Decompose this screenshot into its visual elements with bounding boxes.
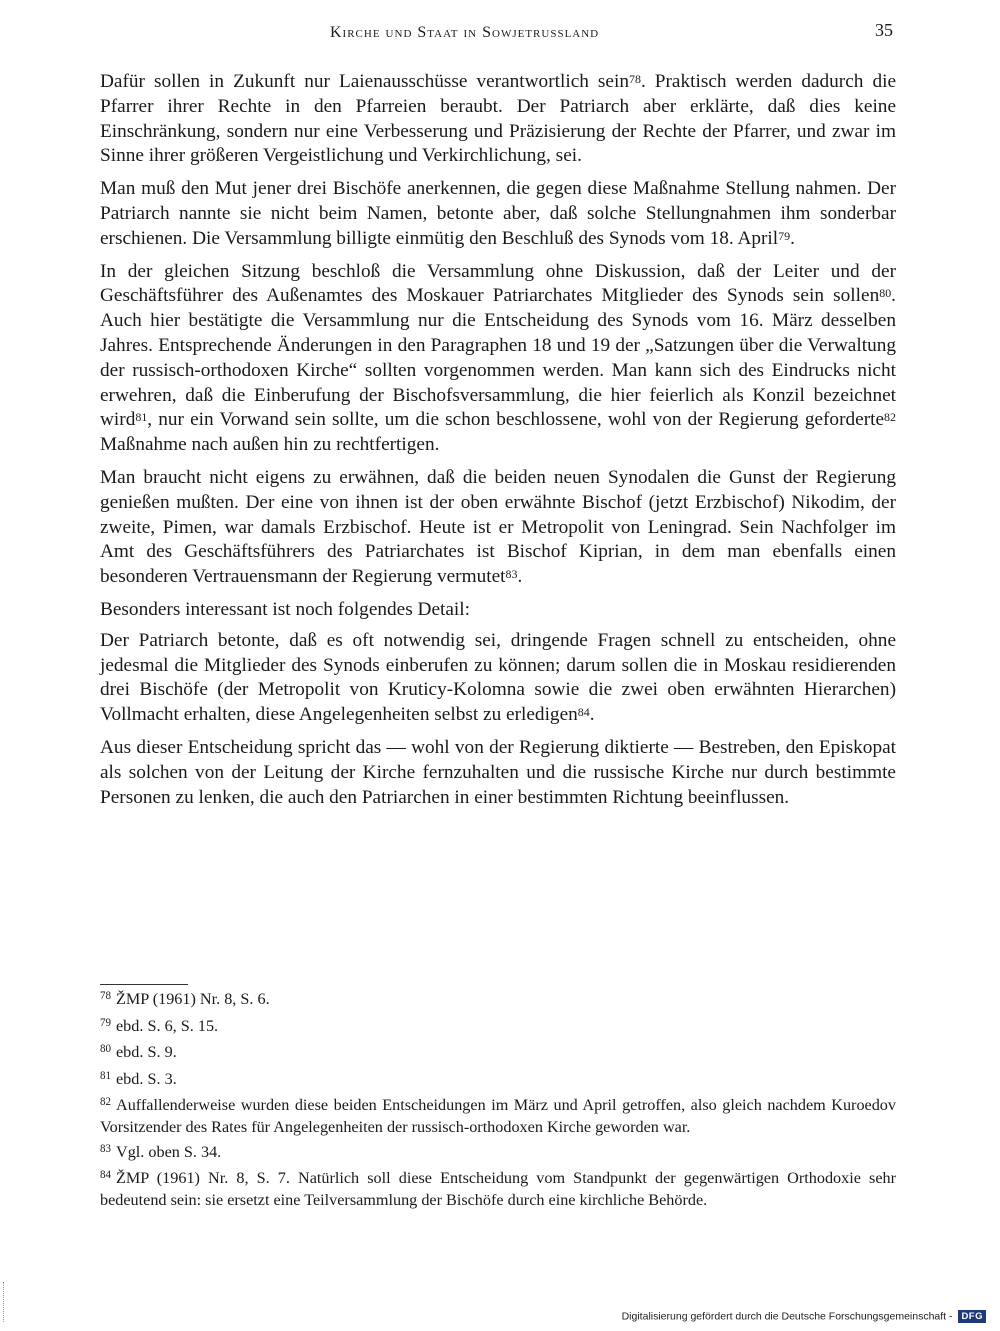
- footnote-ref[interactable]: 81: [135, 410, 148, 425]
- footnote: $^{81}$ ebd. S. 3.: [100, 1069, 177, 1088]
- footnote-ref[interactable]: 83: [505, 566, 518, 581]
- paragraph: Man braucht nicht eigens zu erwähnen, daß die beiden neuen Synodalen die Gunst der Regierung genießen mußten. Der eine von ihnen ist der oben erwähnte Bischof (jetzt Erzbischof) Nikodim, der zweite, Pimen, war damals Erzbischof. Heute ist er Metropolit von Leningrad. Sein Nachfolger im Amt des Geschäftsführers des Patriarchates ist Bischof Kiprian, in dem man ebenfalls einen besonderen Vertrauensmann der Regierung vermutet$^{83}$.: [100, 466, 896, 588]
- footnote: $^{79}$ ebd. S. 6, S. 15.: [100, 1016, 219, 1035]
- paragraph: Man muß den Mut jener drei Bischöfe anerkennen, die gegen diese Maßnahme Stellung nahmen. Der Patriarch nannte sie nicht beim Namen, betonte aber, daß solche Stellungnahmen ihm sonderbar erschienen. Die Versammlung billigte einmütig den Beschluß des Synods vom 18. April$^{79}$.: [100, 178, 896, 249]
- running-title: Kirche und Staat in Sowjetrussland: [330, 24, 600, 41]
- paragraph: Aus dieser Entscheidung spricht das — wohl von der Regierung diktierte — Bestreben, den Episkopat als solchen von der Leitung der Kirche fernzuhalten und die russische Kirche nur durch bestimmte Personen zu lenken, die auch den Patriarchen in einer bestimmten Richtung beeinflussen.: [100, 736, 896, 808]
- footnote: $^{84}$ ŽMP (1961) Nr. 8, S. 7. Natürlich soll diese Entscheidung vom Standpunkt der gegenwärtigen Orthodoxie sehr bedeutend sein: sie ersetzt eine Teilversammlung der Bischöfe durch eine kirchliche Behörde.: [100, 1169, 896, 1209]
- dfg-logo-icon: DFG: [958, 1310, 986, 1323]
- footnote: $^{82}$ Auffallenderweise wurden diese beiden Entscheidungen im März und April getroffen, also gleich nachdem Kuroedov Vorsitzender des Rates für Angelegenheiten der russisch-orthodoxen Kirche geworden war.: [100, 1096, 896, 1136]
- body-text: [100, 70, 896, 818]
- footnote-number: 84: [100, 1169, 111, 1182]
- footnotes: [100, 989, 896, 1215]
- footnote-ref[interactable]: 78: [628, 71, 641, 86]
- footnote-number: 78: [100, 990, 111, 1003]
- footnote: $^{78}$ ŽMP (1961) Nr. 8, S. 6.: [100, 990, 270, 1008]
- footnote-ref[interactable]: 80: [879, 286, 892, 301]
- paragraph: Besonders interessant ist noch folgendes Detail:: [100, 598, 471, 620]
- page-number: 35: [875, 20, 893, 40]
- footnote-divider: [100, 984, 188, 985]
- footnote-number: 80: [100, 1043, 111, 1056]
- paragraph: Dafür sollen in Zukunft nur Laienausschüsse verantwortlich sein$^{78}$. Praktisch werden dadurch die Pfarrer ihrer Rechte in den Pfarreien beraubt. Der Patriarch aber erklärte, daß dies keine Einschränkung, sondern nur eine Verbesserung und Präzisierung der Rechte der Pfarrer, und zwar im Sinne ihrer größeren Vergeistlichung und Verkirchlichung, sei.: [100, 71, 896, 167]
- footnote-ref[interactable]: 79: [778, 228, 791, 243]
- footnote-number: 83: [100, 1142, 111, 1155]
- footnote-number: 82: [100, 1096, 111, 1109]
- footnote: $^{83}$ Vgl. oben S. 34.: [100, 1142, 222, 1161]
- footnote-ref[interactable]: 82: [884, 410, 896, 425]
- credit-text: Digitalisierung gefördert durch die Deutsche Forschungsgemeinschaft -: [621, 1310, 953, 1323]
- running-head: [0, 20, 1000, 50]
- scan-edge-marks: [3, 1282, 6, 1322]
- footnote-number: 79: [100, 1016, 111, 1029]
- digitization-credit: [622, 1310, 986, 1326]
- paragraph: In der gleichen Sitzung beschloß die Versammlung ohne Diskussion, daß der Leiter und der Geschäftsführer des Außenamtes des Moskauer Patriarchates Mitglieder des Synods sein sollen$^{80}$. Auch hier bestätigte die Versammlung nur die Entscheidung des Synods vom 16. März desselben Jahres. Entsprechende Änderungen in den Paragraphen 18 und 19 der „Satzungen über die Verwaltung der russisch-orthodoxen Kirche“ sollten vorgenommen werden. Man kann sich des Eindrucks nicht erwehren, daß die Einberufung der Bischofsversammlung, die hier feierlich als Konzil bezeichnet wird$^{81}$, nur ein Vorwand sein sollte, um die schon beschlossene, wohl von der Regierung geforderte$^{82}$ Maßnahme nach außen hin zu rechtfertigen.: [100, 260, 896, 456]
- footnote-number: 81: [100, 1069, 111, 1082]
- footnote: $^{80}$ ebd. S. 9.: [100, 1043, 177, 1061]
- footnote-ref[interactable]: 84: [577, 704, 590, 719]
- paragraph: Der Patriarch betonte, daß es oft notwendig sei, dringende Fragen schnell zu entscheiden, ohne jedesmal die Mitglieder des Synods einberufen zu können; darum sollen die in Moskau residierenden drei Bischöfe (der Metropolit von Kruticy-Kolomna sowie die zwei oben erwähnten Hierarchen) Vollmacht erhalten, diese Angelegenheiten selbst zu erledigen$^{84}$.: [100, 629, 896, 726]
